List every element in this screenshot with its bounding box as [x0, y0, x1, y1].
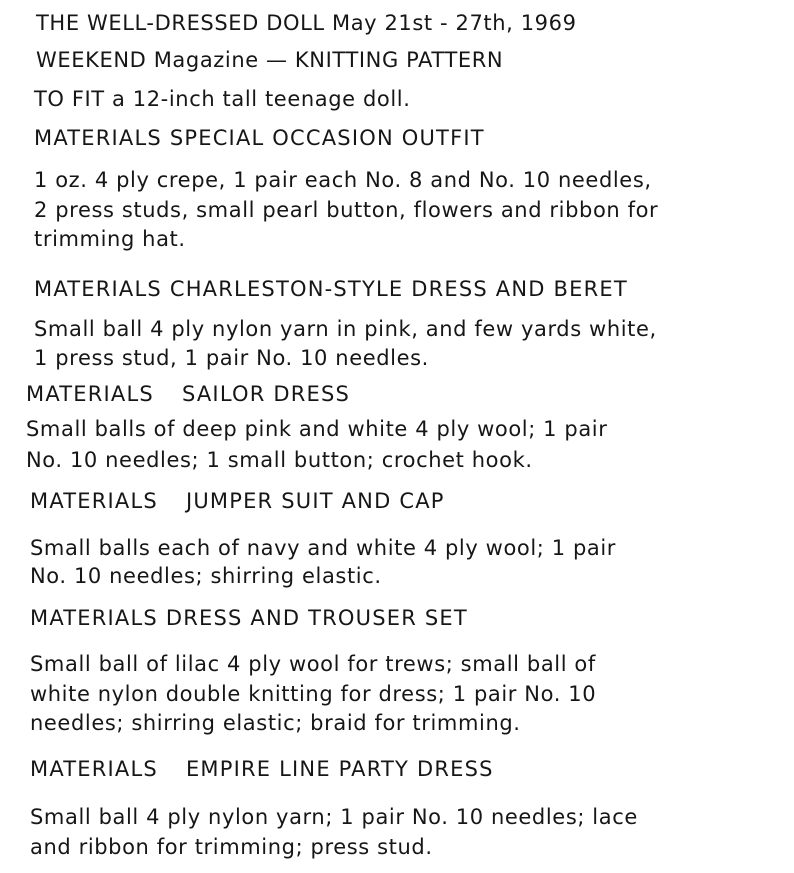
materials-line: 1 oz. 4 ply crepe, 1 pair each No. 8 and No. 10 needles, [34, 168, 652, 192]
materials-line: needles; shirring elastic; braid for trimming. [30, 711, 521, 735]
materials-label: MATERIALS [34, 126, 162, 150]
materials-line: Small ball 4 ply nylon yarn in pink, and few yards white, [34, 317, 657, 341]
materials-label: MATERIALS [26, 382, 154, 406]
section-heading [30, 605, 468, 631]
outfit-title: JUMPER SUIT AND CAP [185, 489, 445, 513]
materials-label: MATERIALS [30, 757, 158, 781]
materials-line: Small balls of deep pink and white 4 ply wool; 1 pair [26, 417, 608, 441]
materials-line: Small balls each of navy and white 4 ply wool; 1 pair [30, 536, 617, 560]
outfit-title: CHARLESTON-STYLE DRESS AND BERET [169, 277, 628, 301]
section-heading [34, 276, 628, 302]
outfit-title: DRESS AND TROUSER SET [165, 606, 468, 630]
materials-line: No. 10 needles; 1 small button; crochet hook. [26, 448, 533, 472]
section-heading [34, 125, 485, 151]
section-heading [26, 381, 350, 407]
materials-label: MATERIALS [30, 489, 158, 513]
section-heading [30, 488, 445, 514]
section-heading [30, 756, 494, 782]
materials-line: trimming hat. [34, 227, 186, 251]
fit-line: TO FIT a 12-inch tall teenage doll. [34, 87, 411, 111]
materials-line: Small ball 4 ply nylon yarn; 1 pair No. 10 needles; lace [30, 805, 638, 829]
materials-line: 2 press studs, small pearl button, flowers and ribbon for [34, 198, 659, 222]
materials-line: white nylon double knitting for dress; 1 pair No. 10 [30, 682, 597, 706]
outfit-title: EMPIRE LINE PARTY DRESS [185, 757, 494, 781]
materials-line: Small ball of lilac 4 ply wool for trews; small ball of [30, 652, 596, 676]
materials-line: No. 10 needles; shirring elastic. [30, 564, 382, 588]
materials-label: MATERIALS [34, 277, 162, 301]
materials-label: MATERIALS [30, 606, 158, 630]
outfit-title: SAILOR DRESS [181, 382, 351, 406]
outfit-title: SPECIAL OCCASION OUTFIT [169, 126, 485, 150]
pattern-title: THE WELL-DRESSED DOLL May 21st - 27th, 1969 [36, 11, 577, 35]
magazine-line: WEEKEND Magazine — KNITTING PATTERN [36, 48, 504, 72]
materials-line: 1 press stud, 1 pair No. 10 needles. [34, 346, 429, 370]
materials-line: and ribbon for trimming; press stud. [30, 835, 433, 859]
